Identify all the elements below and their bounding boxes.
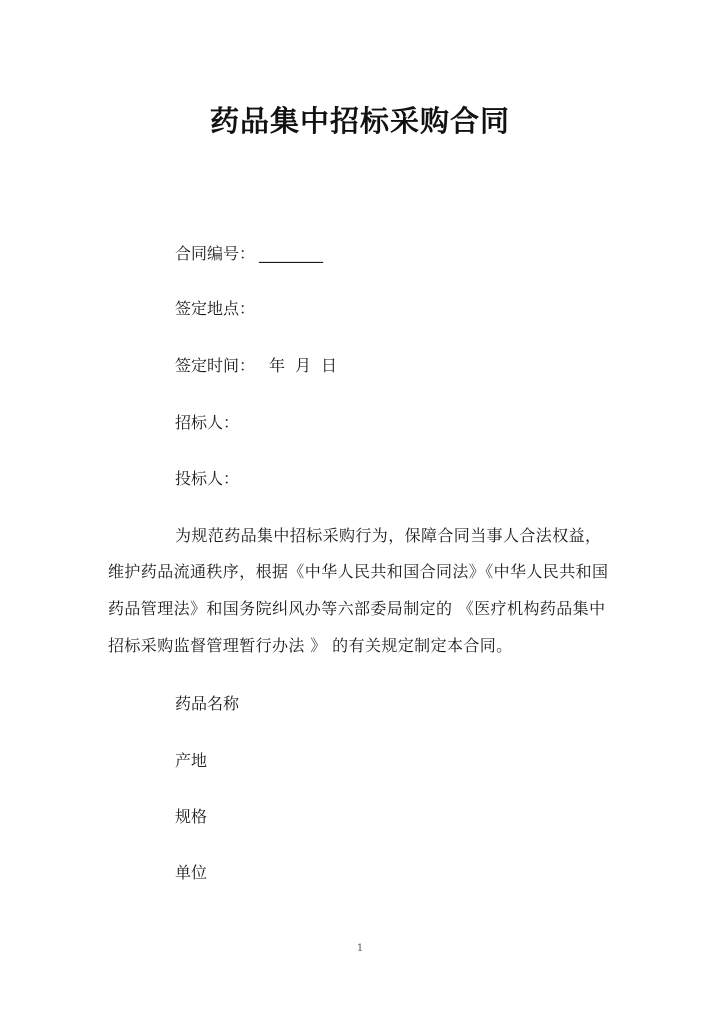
- bidder-label: 投标人：: [175, 469, 240, 488]
- tenderer-label: 招标人：: [175, 413, 240, 432]
- sign-time-field: [175, 355, 337, 377]
- item-drug-name: 药品名称: [175, 694, 240, 713]
- sign-place-label: 签定地点：: [175, 299, 256, 318]
- day-label: 日: [321, 356, 338, 375]
- month-label: 月: [295, 356, 312, 375]
- contract-number-blank: ________: [259, 244, 324, 263]
- preamble-line: 为规范药品集中招标采购行为，保障合同当事人合法权益，: [175, 526, 602, 545]
- contract-number-field: [175, 243, 323, 265]
- tenderer-field: [175, 412, 239, 434]
- item-unit: 单位: [175, 863, 208, 882]
- sign-time-label: 签定时间：: [175, 356, 256, 375]
- item-origin: 产地: [175, 751, 208, 770]
- year-label: 年: [269, 356, 286, 375]
- contract-number-label: 合同编号：: [175, 244, 256, 263]
- sign-place-field: [175, 298, 255, 320]
- document-title: 药品集中招标采购合同: [209, 104, 510, 138]
- sign-time-date-parts: [255, 356, 337, 375]
- preamble-line: 维护药品流通秩序，根据《中华人民共和国合同法》《中华人民共和国: [108, 562, 609, 581]
- page-number: 1: [356, 943, 364, 954]
- item-specification: 规格: [175, 807, 208, 826]
- preamble-line: 招标采购监督管理暂行办法 》 的有关规定制定本合同。: [108, 636, 513, 655]
- bidder-field: [175, 468, 239, 490]
- preamble-line: 药品管理法》和国务院纠风办等六部委局制定的 《医疗机构药品集中: [108, 599, 606, 618]
